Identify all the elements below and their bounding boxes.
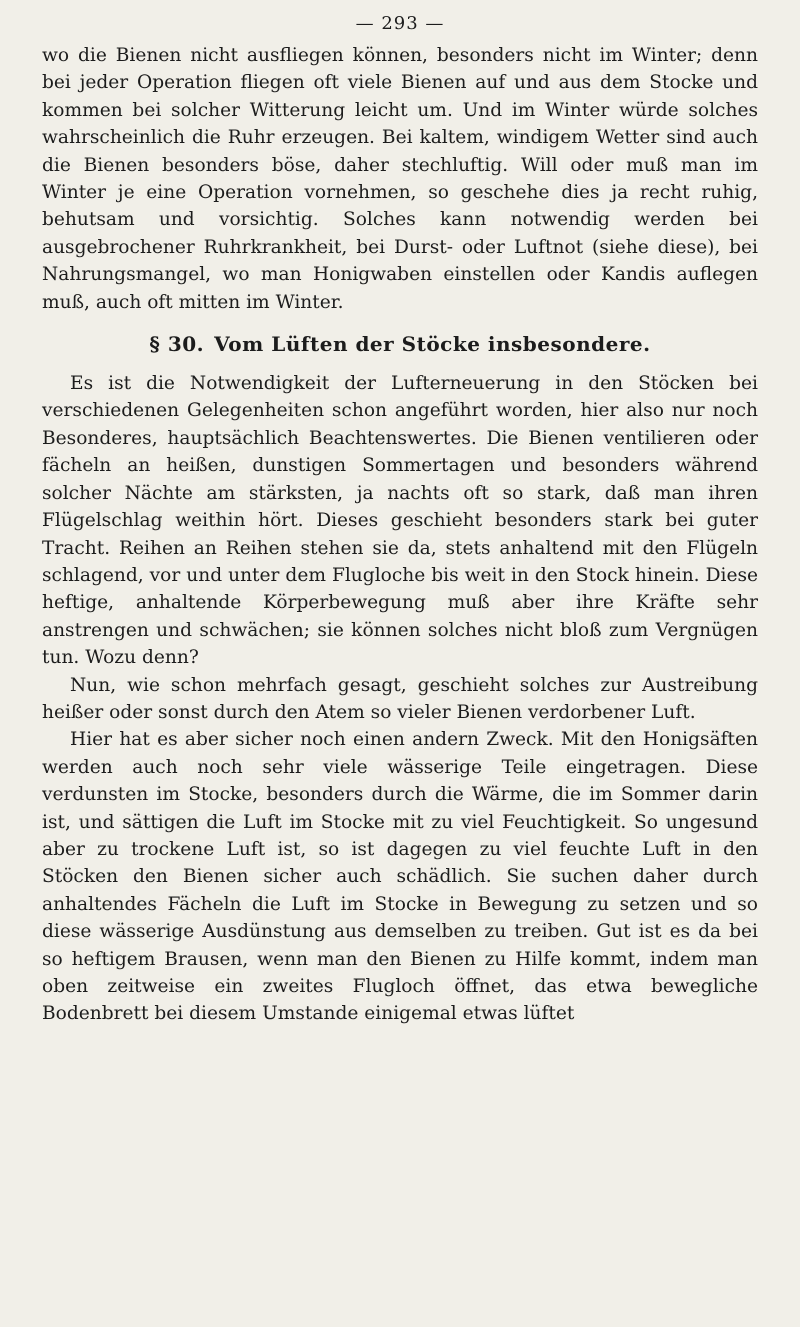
paragraph: Es ist die Notwendigkeit der Lufterneuerung in den Stöcken bei verschiedenen Gelegenheiten schon angeführt worden, hier also nur noch Besonderes, hauptsächlich Beachtenswertes. Die Bienen ventilieren oder fächeln an heißen, dunstigen Sommertagen und besonders während solcher Nächte am stärksten, ja nachts oft so stark, daß man ihren Flügelschlag weithin hört. Dieses geschieht besonders stark bei guter Tracht. Reihen an Reihen stehen sie da, stets anhaltend mit den Flügeln schlagend, vor und unter dem Flugloche bis weit in den Stock hinein. Diese heftige, anhaltende Körperbewegung muß aber ihre Kräfte sehr anstrengen und schwächen; sie können solches nicht bloß zum Vergnügen tun. Wozu denn? (42, 373, 758, 669)
paragraph: Nun, wie schon mehrfach gesagt, geschieht solches zur Austreibung heißer oder sonst durch den Atem so vieler Bienen verdorbener Luft. (42, 674, 758, 723)
book-page (42, 10, 758, 1028)
section-number: § 30. (149, 332, 205, 357)
paragraph: wo die Bienen nicht ausfliegen können, besonders nicht im Winter; denn bei jeder Operation fliegen oft viele Bienen auf und aus dem Stocke und kommen bei solcher Witterung leicht um. Und im Winter würde solches wahrscheinlich die Ruhr erzeugen. Bei kaltem, windigem Wetter sind auch die Bienen besonders böse, daher stechluftig. Will oder muß man im Winter je eine Operation vornehmen, so geschehe dies ja recht ruhig, behutsam und vorsichtig. Solches kann notwendig werden bei ausgebrochener Ruhrkrankheit, bei Durst- oder Luftnot (siehe diese), bei Nahrungsmangel, wo man Honigwaben einstellen oder Kandis auflegen muß, auch oft mitten im Winter. (42, 45, 758, 313)
paragraph: Hier hat es aber sicher noch einen andern Zweck. Mit den Honigsäften werden auch noch sehr viele wässerige Teile eingetragen. Diese verdunsten im Stocke, besonders durch die Wärme, die im Sommer darin ist, und sättigen die Luft im Stocke mit zu viel Feuchtigkeit. So ungesund aber zu trockene Luft ist, so ist dagegen zu viel feuchte Luft in den Stöcken den Bienen sicher auch schädlich. Sie suchen daher durch anhaltendes Fächeln die Luft im Stocke in Bewegung zu setzen und so diese wässerige Ausdünstung aus demselben zu treiben. Gut ist es da bei so heftigem Brausen, wenn man den Bienen zu Hilfe kommt, indem man oben zeitweise ein zweites Flugloch öffnet, das etwa bewegliche Bodenbrett bei diesem Umstande einigemal etwas lüftet (42, 729, 758, 1025)
section-title: Vom Lüften der Stöcke insbesondere. (214, 332, 651, 357)
text-block (42, 42, 758, 1028)
section-heading (42, 330, 758, 358)
page-number: — 293 — (355, 13, 445, 34)
